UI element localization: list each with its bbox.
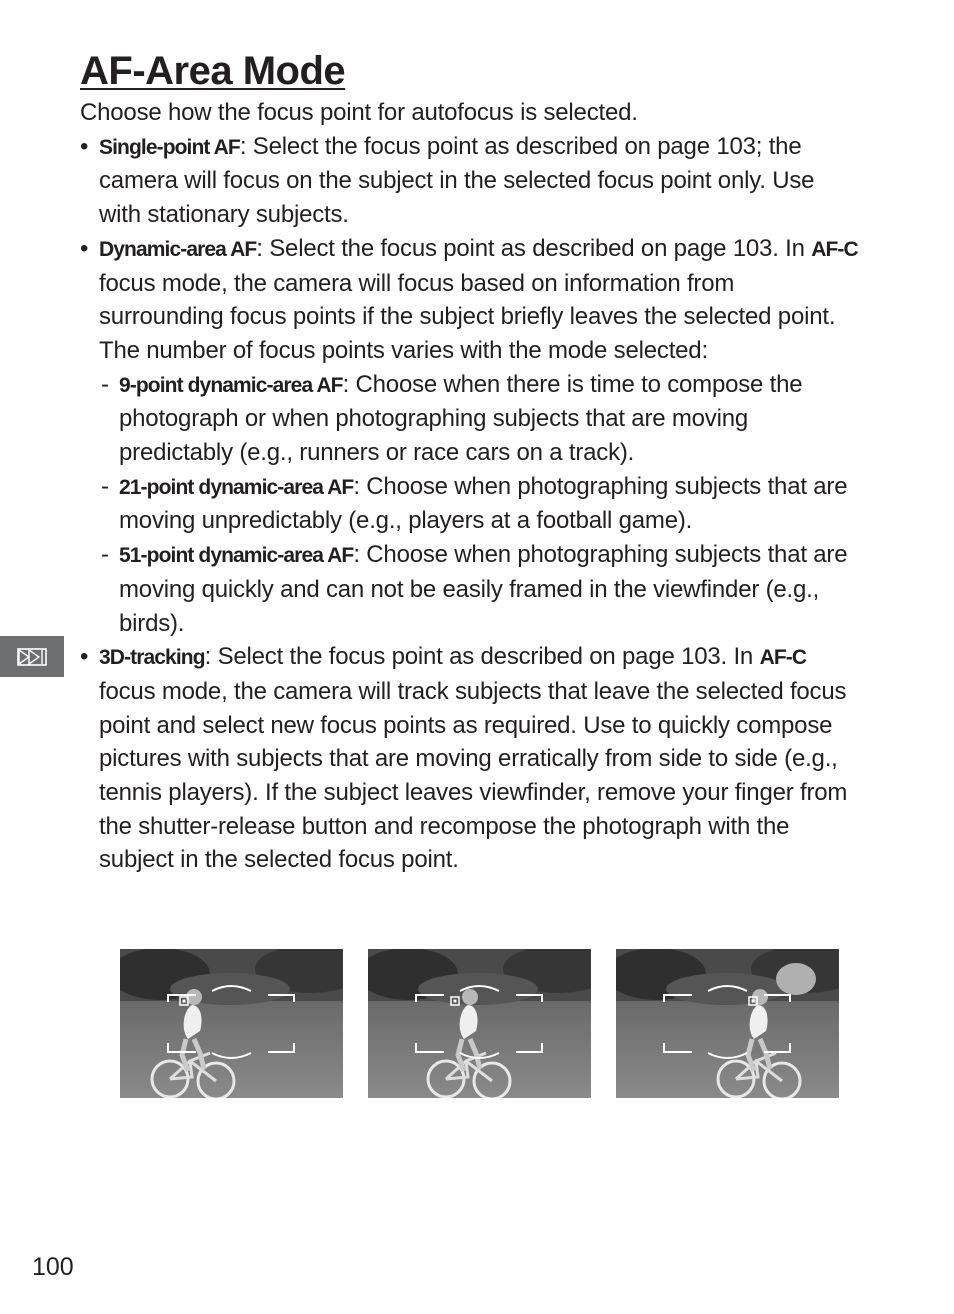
- list-item-3d-tracking: [80, 640, 860, 877]
- description-single-point-af: : Select the focus point as described on page 103; the camera will focus on the subject in the selected focus point only. Use with stationary subjects.: [99, 132, 815, 229]
- term-single-point-af: Single-point AF: [99, 135, 240, 159]
- example-photo-2: [368, 949, 591, 1098]
- focus-mode-af-c: AF-C: [759, 646, 807, 670]
- description-3d-tracking-part-1: : Select the focus point as described on page 103. In: [204, 643, 760, 671]
- description-dynamic-area-af-part-1: : Select the focus point as described on page 103. In: [256, 234, 812, 262]
- example-photo-1: [120, 949, 343, 1098]
- intro-text: Choose how the focus point for autofocus is selected.: [80, 99, 638, 126]
- term-51-point-dynamic: 51-point dynamic-area AF: [119, 544, 354, 568]
- description-9-point-dynamic: : Choose when there is time to compose the photograph or when photographing subjects that are moving predictably (e.g., runners or race cars on a track).: [119, 370, 803, 467]
- description-21-point-dynamic: : Choose when photographing subjects that are moving unpredictably (e.g., players at a football game).: [119, 472, 848, 535]
- sub-item-51-point: [99, 538, 860, 640]
- body-content: [80, 96, 860, 877]
- af-area-options-list: [80, 130, 860, 877]
- description-dynamic-area-af-part-2: focus mode, the camera will focus based on information from surrounding focus points if the subject briefly leaves the selected point. The number of focus points varies with the mode selected:: [99, 269, 836, 364]
- focus-mode-af-c: AF-C: [811, 237, 858, 261]
- sub-item-9-point: [99, 368, 860, 470]
- chapter-side-tab: [0, 636, 64, 677]
- page-title: AF-Area Mode: [80, 49, 346, 93]
- list-item-single-point: [80, 130, 860, 232]
- viewfinder-photo-cyclist: [120, 949, 343, 1098]
- shooting-options-icon: [12, 642, 52, 672]
- description-51-point-dynamic: : Choose when photographing subjects that are moving quickly and can not be easily framed in the viewfinder (e.g., birds).: [119, 541, 848, 637]
- list-item-dynamic-area: [80, 232, 860, 640]
- page-number: 100: [32, 1253, 74, 1281]
- viewfinder-photo-cyclist: [368, 949, 591, 1098]
- term-9-point-dynamic: 9-point dynamic-area AF: [119, 373, 343, 397]
- viewfinder-photo-cyclist: [616, 949, 839, 1098]
- dynamic-area-submodes-list: [99, 368, 860, 641]
- example-photo-3: [616, 949, 839, 1098]
- term-21-point-dynamic: 21-point dynamic-area AF: [119, 475, 354, 499]
- sub-item-21-point: [99, 470, 860, 538]
- term-dynamic-area-af: Dynamic-area AF: [99, 237, 257, 261]
- term-3d-tracking: 3D-tracking: [99, 646, 205, 670]
- description-3d-tracking-part-2: focus mode, the camera will track subjects that leave the selected focus point and select new focus points as required. Use to quickly compose pictures with subjects that are moving erratically from side to side (e.g., tennis players). If the subject leaves viewfinder, remove your finger from the shutter-release button and recompose the photograph with the subject in the selected focus point.: [99, 677, 848, 874]
